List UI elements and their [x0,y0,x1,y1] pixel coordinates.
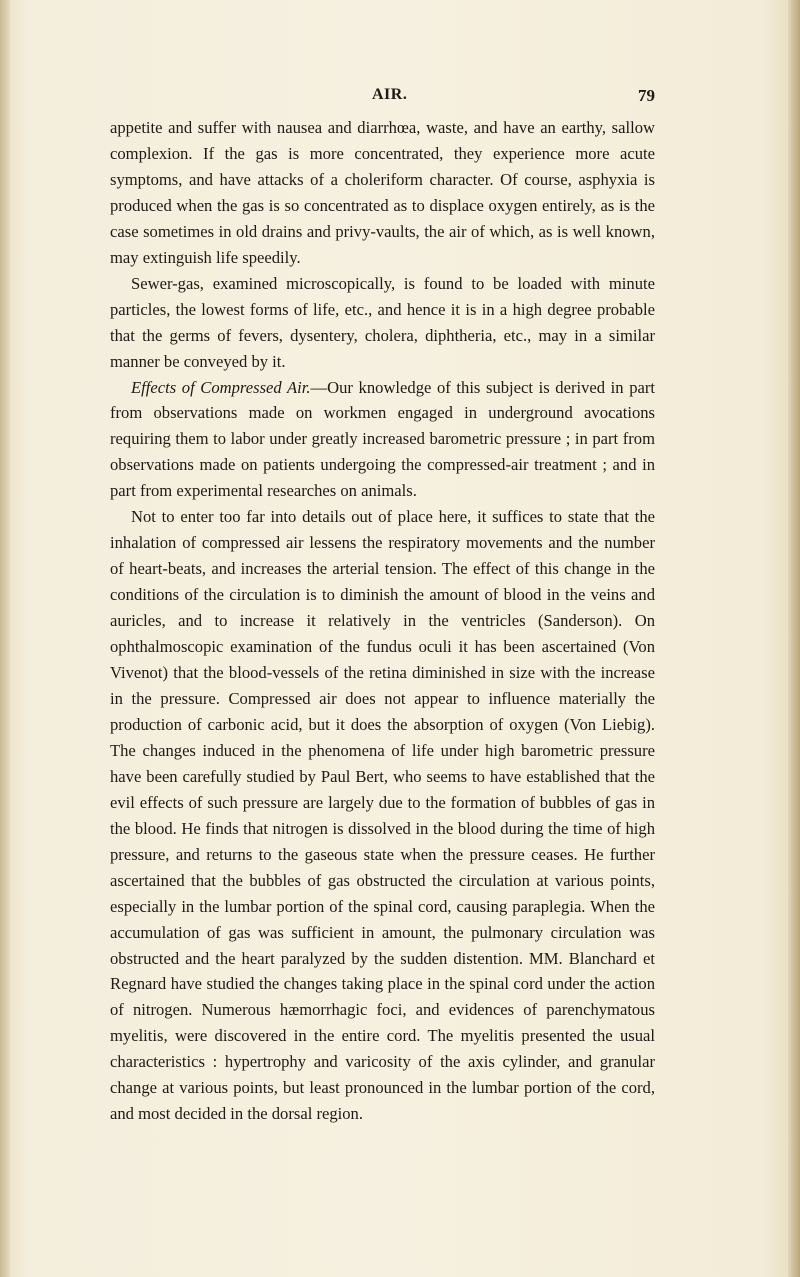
page-edge-right [788,0,800,1277]
section-heading-compressed-air: Effects of Compressed Air. [131,377,311,397]
paragraph-3 [110,375,655,505]
body-text [110,115,655,1127]
running-title: AIR. [372,86,408,103]
paragraph-4: Not to enter too far into details out of place here, it suffices to state that the inhalation of compressed air lessens the respiratory movements and the number of heart-beats, and increases the arterial tension. The effect of this change in the conditions of the circulation is to diminish the amount of blood in the veins and auricles, and to increase it relatively in the ventricles (Sanderson). On ophthalmoscopic examination of the fundus oculi it has been ascertained (Von Vivenot) that the blood-vessels of the retina diminished in size with the increase in the pressure. Compressed air does not appear to influence materially the production of carbonic acid, but it does the absorption of oxygen (Von Liebig). The changes induced in the phenomena of life under high barometric pressure have been carefully studied by Paul Bert, who seems to have established that the evil effects of such pressure are largely due to the formation of bubbles of gas in the blood. He finds that nitrogen is dissolved in the blood during the time of high pressure, and returns to the gaseous state when the pressure ceases. He further ascertained that the bubbles of gas obstructed the circulation at various points, especially in the lumbar portion of the spinal cord, causing paraplegia. When the accumulation of gas was sufficient in amount, the pulmonary circulation was obstructed and the heart paralyzed by the sudden distention. MM. Blanchard et Regnard have studied the changes taking place in the spinal cord under the action of nitrogen. Numerous hæmorrhagic foci, and evidences of parenchymatous myelitis, were discovered in the entire cord. The myelitis presented the usual characteristics : hypertrophy and varicosity of the axis cylinder, and granular change at various points, but least pronounced in the lumbar portion of the cord, and most decided in the dorsal region. [110,507,655,1124]
running-head [110,86,655,110]
page-edge-left [0,0,10,1277]
paragraph-2: Sewer-gas, examined microscopically, is found to be loaded with minute particles, the lowest forms of life, etc., and hence it is in a high degree probable that the germs of fevers, dysentery, cholera, diphtheria, etc., may in a similar manner be conveyed by it. [110,273,655,371]
paragraph-3-text: —Our knowledge of this subject is derived in part from observations made on workmen engaged in underground avocations requiring them to labor under greatly increased barometric pressure ; in part from observations made on patients undergoing the compressed-air treatment ; and in part from experimental researches on animals. [110,377,655,501]
page-number: 79 [638,86,655,105]
paragraph-1: appetite and suffer with nausea and diarrhœa, waste, and have an earthy, sallow complexion. If the gas is more concentrated, they experience more acute symptoms, and have attacks of a choleriform character. Of course, asphyxia is produced when the gas is so concentrated as to displace oxygen entirely, as is the case sometimes in old drains and privy-vaults, the air of which, as is well known, may extinguish life speedily. [110,118,655,267]
